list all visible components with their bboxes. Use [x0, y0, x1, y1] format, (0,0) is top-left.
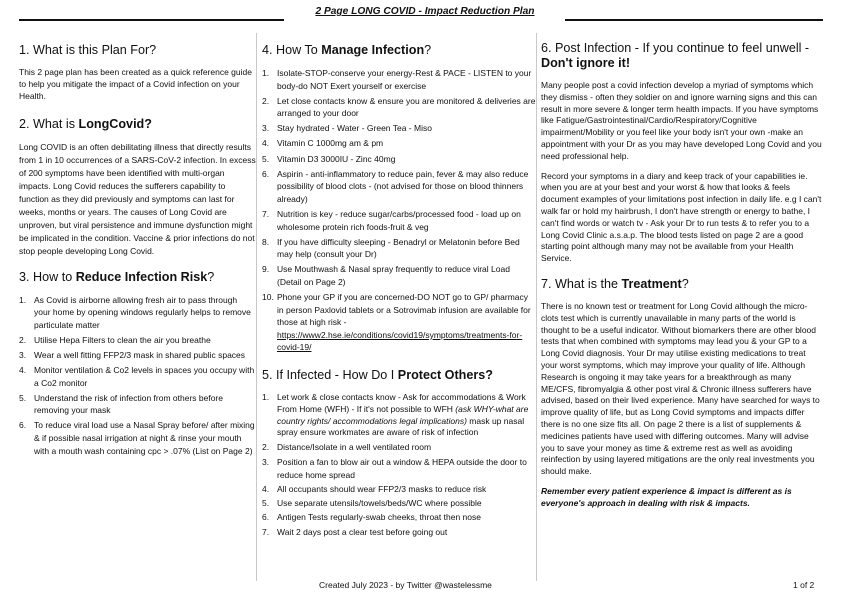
list-item [262, 67, 536, 92]
section-2-heading [19, 117, 256, 132]
list-item-text: All occupants should wear FFP2/3 masks to reduce risk [277, 483, 487, 494]
section-reduce-infection-risk [19, 270, 256, 458]
list-item-number: 1. [262, 68, 270, 78]
list-item [19, 334, 256, 347]
section-4-heading [262, 43, 536, 58]
top-rule-left [19, 19, 284, 21]
section-4-heading-bold: Manage Infection [321, 43, 425, 57]
list-item-text-continued: mask up nasal spray ensure workmates are aware of risk of infection [277, 415, 525, 438]
section-5-heading-bold: Protect Others? [397, 367, 493, 382]
list-item-text: Utilise Hepa Filters to clean the air you breathe [34, 334, 211, 345]
protect-others-list [262, 392, 536, 538]
list-item-number: 8. [262, 236, 270, 247]
section-7-paragraph: There is no known test or treatment for Long Covid although the micro-clots test which is currently unavailable in many parts of the world is thought to be a useful indicator. Without biomarkers there are other blood tests that when combined with symptoms may lead you & your GP to a Long Covid diagnosis. Your Dr may utilise existing medications to treat your worst symptoms, which may improve your quality of life. Although Research is ongoing it may take years for a breakthrough as many ME/CFS, fibromyalgia & other post viral & Chronic illness sufferers have advised, based on their lived experience. Many have searched for ways to improve quality of life, but as Long Covid symptoms and impacts differ there is no one size fits all. On page 2 there is a list of supplements & medicines patients have used with differing outcomes. Many will advise you to save your money as time & extreme rest as well as avoiding reinfection by using layered mitigations are the only real investments you should make. [541, 300, 820, 477]
list-item-number: 7. [262, 208, 270, 219]
section-7-heading [541, 277, 824, 292]
list-item-text: Let close contacts know & ensure you are monitored & deliveries are arranged to your door [277, 95, 536, 119]
list-item-text: Nutrition is key - reduce sugar/carbs/processed food - load up on wholesome protein rich foods-fruit & veg [277, 208, 521, 232]
top-rule-right [565, 19, 823, 21]
list-item-text: Distance/Isolate in a well ventilated room [277, 441, 432, 452]
list-item-text: Let work & close contacts know - Ask for accommodations & Work From Home (WFH) - If it's not possible to WFH [277, 391, 526, 414]
list-item [19, 364, 256, 389]
list-item-text: Wear a well fitting FFP2/3 mask in shared public spaces [34, 349, 246, 360]
list-item-text: Understand the risk of infection from others before removing your mask [34, 392, 223, 416]
list-item [19, 349, 256, 362]
list-item-number: 6. [262, 512, 270, 523]
section-4-heading-suffix: ? [424, 43, 432, 57]
document-title: 2 Page LONG COVID - Impact Reduction Plan [315, 6, 535, 17]
list-item [262, 208, 536, 233]
page-number: 1 of 2 [793, 580, 815, 590]
list-item-number: 6. [19, 420, 27, 431]
list-item-text: If you have difficulty sleeping - Benadryl or Melatonin before Bed may help (consult your Dr) [277, 236, 520, 260]
column-3 [541, 33, 824, 518]
list-item-number: 6. [262, 168, 270, 179]
list-item-number: 1. [262, 391, 270, 402]
list-item-text: To reduce viral load use a Nasal Spray before/ after mixing & if possible nasal irrigation at night & rinse your mouth with a mouth wash containing cpc > .07% (List on Page 2) [34, 420, 255, 456]
list-item-number: 9. [262, 264, 270, 275]
list-item-number: 3. [19, 349, 27, 360]
list-item-number: 2. [262, 441, 270, 452]
section-2-body: Long COVID is an often debilitating illness that directly results from 1 in 10 occurrences of a SARS-CoV-2 infection. In excess of 200 symptoms have been identified with multi-organ impacts. Long Covid reduces the sufferers capability to function as they did previously and symptoms can last for weeks, months or years. The causes of Long Covid are unproven, but viral persistence and immune dysfunction might be implicated in the condition. Vaccine & prior infections do not stop people developing Long Covid. [19, 142, 256, 256]
list-item-text: Use separate utensils/towels/beds/WC where possible [277, 497, 482, 508]
section-plan-purpose [19, 43, 256, 102]
list-item-text: Aspirin - anti-inflammatory to reduce pain, fever & may also reduce possibility of blood clots - (not advised for those on blood thinners already) [277, 168, 529, 204]
section-6-heading-bold: Don't ignore it! [541, 56, 631, 70]
list-item-text: Phone your GP if you are concerned-DO NOT go to GP/ pharmacy in person Paxlovid tablets or a Sotrovimab infusion are available for those at high risk - [277, 292, 531, 328]
section-manage-infection [262, 43, 536, 354]
list-item [262, 527, 536, 539]
risk-list [19, 294, 256, 458]
section-6-heading [541, 41, 824, 71]
list-item-number: 2. [262, 95, 270, 106]
section-3-heading [19, 270, 256, 285]
list-item [19, 294, 256, 332]
list-item [262, 168, 536, 206]
section-3-heading-suffix: ? [207, 269, 215, 284]
list-item [262, 236, 536, 261]
list-item-text: Stay hydrated - Water - Green Tea - Miso [277, 123, 432, 134]
list-item [19, 392, 256, 417]
section-post-infection [541, 41, 824, 265]
list-item [262, 122, 536, 135]
section-3-heading-prefix: 3. How to [19, 269, 76, 284]
column-2 [262, 33, 537, 581]
section-6-paragraph-1: Many people post a covid infection develop a myriad of symptoms which they dismiss - often they soldier on and ignore warning signs and this can result in more severe & longer term health impacts. If you have symptoms like Fatigue/Gastrointestinal/Cardio/Respiratory/Cognitive impairment/Mobility or you feel like your body isn't your own -make an appointment with your Dr as you may have developed Long Covid and you need professional help. [541, 80, 822, 161]
list-item-number: 1. [19, 294, 27, 305]
list-item-text: Monitor ventilation & Co2 levels in spaces you occupy with a Co2 monitor [34, 365, 255, 388]
list-item [262, 291, 536, 354]
list-item-number: 3. [262, 123, 270, 134]
list-item [262, 498, 536, 510]
list-item-text: Isolate-STOP-conserve your energy-Rest & PACE - LISTEN to your body-do NOT Exert yourself or exercise [277, 68, 532, 91]
list-item [262, 153, 536, 166]
section-5-heading [262, 368, 536, 383]
list-item-text: Wait 2 days post a clear test before going out [277, 526, 448, 537]
list-item-text: Vitamin C 1000mg am & pm [277, 138, 384, 149]
list-item-number: 7. [262, 526, 270, 537]
section-1-body: This 2 page plan has been created as a quick reference guide to help you mitigate the impact of a Covid infection on your Health. [19, 67, 252, 101]
section-what-is-long-covid [19, 117, 256, 257]
list-item-number: 4. [262, 138, 270, 149]
list-item [262, 137, 536, 150]
list-item-text: Vitamin D3 3000IU - Zinc 40mg [277, 153, 396, 164]
section-7-heading-suffix: ? [681, 276, 689, 291]
list-item-text: As Covid is airborne allowing fresh air to pass through your home by opening windows regularly helps to remove particulate matter [34, 294, 251, 330]
list-item [19, 419, 256, 457]
list-item-text: Use Mouthwash & Nasal spray frequently to reduce viral Load (Detail on Page 2) [277, 264, 510, 287]
manage-infection-list [262, 67, 536, 354]
list-item-text: Antigen Tests regularly-swab cheeks, throat then nose [277, 512, 481, 523]
footer-credit: Created July 2023 - by Twitter @wastelessme [319, 580, 492, 590]
list-item-italic-note: (ask WHY-what are country rights/ accommodations legal implications) [277, 403, 529, 426]
list-item-number: 5. [262, 497, 270, 508]
list-item-number: 3. [262, 456, 270, 467]
list-item [262, 512, 536, 524]
list-item-number: 2. [19, 334, 27, 345]
list-item [262, 263, 536, 288]
closing-remark: Remember every patient experience & impact is different as is everyone's approach in dealing with risk & impacts. [541, 485, 792, 508]
section-7-heading-bold: Treatment [621, 276, 682, 291]
section-3-heading-bold: Reduce Infection Risk [75, 269, 208, 284]
section-5-heading-prefix: 5. If Infected - How Do I [262, 367, 398, 382]
list-item [262, 95, 536, 120]
list-item [262, 484, 536, 496]
section-2-heading-prefix: 2. What is [19, 117, 79, 132]
list-item-number: 10. [262, 292, 274, 302]
list-item [262, 392, 536, 439]
list-item [262, 456, 536, 481]
section-2-heading-bold: LongCovid? [78, 117, 152, 132]
section-protect-others [262, 368, 536, 538]
list-item-number: 4. [19, 365, 27, 376]
list-item [262, 442, 536, 454]
section-4-heading-prefix: 4. How To [262, 43, 322, 57]
list-item-number: 5. [262, 153, 270, 164]
list-item-number: 5. [19, 392, 27, 403]
column-1 [19, 33, 257, 581]
hse-treatments-link[interactable]: https://www2.hse.ie/conditions/covid19/symptoms/treatments-for-covid-19/ [277, 329, 523, 353]
section-1-heading: 1. What is this Plan For? [19, 43, 157, 57]
section-6-heading-prefix: 6. Post Infection - If you continue to feel unwell - [541, 41, 810, 55]
section-7-heading-prefix: 7. What is the [541, 276, 622, 291]
list-item-text: Position a fan to blow air out a window & HEPA outside the door to reduce home spread [277, 456, 527, 480]
section-6-paragraph-2: Record your symptoms in a diary and keep track of your capabilities ie. when you are at your best and your worst & how that looks & feels document examples of your limitations post infection in daily life. e.g I can't walk far or hold my hairbrush, I don't have strength or energy to bathe, I can't find words or watch tv - Ask your Dr to run tests & to refer you to a Long Covid Clinic a.s.a.p. The blood tests listed on page 2 are a good starting point although many may not be available from your Health Service. [541, 170, 822, 264]
list-item-number: 4. [262, 483, 270, 494]
section-treatment [541, 277, 824, 510]
